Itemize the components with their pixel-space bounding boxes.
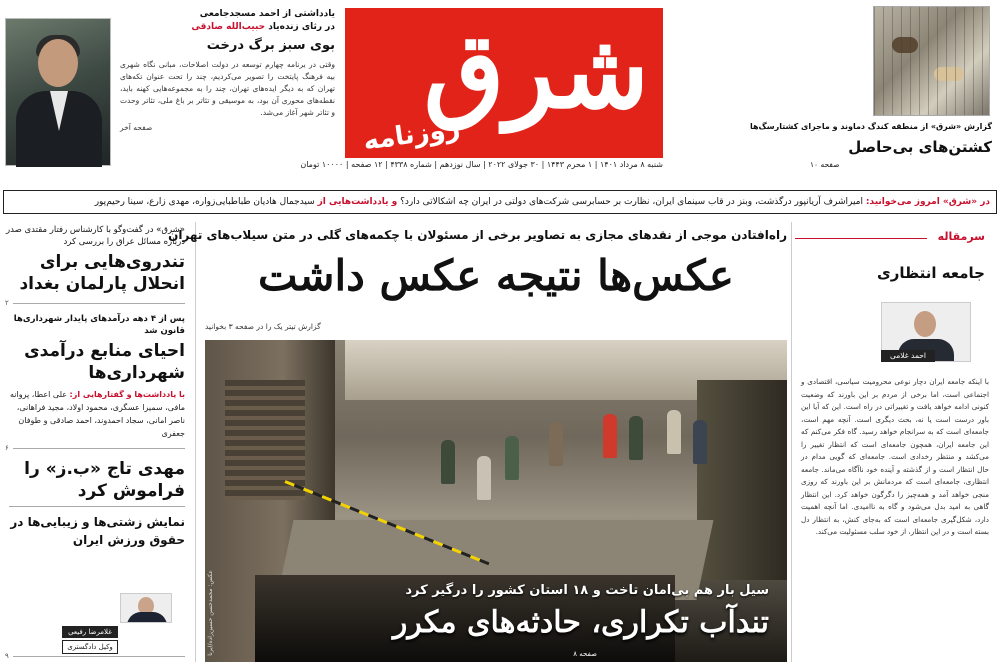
main-caption: گزارش تیتر یک را در صفحه ۳ بخوانید <box>205 322 321 331</box>
item4-page-num: ۹ <box>5 652 9 660</box>
item2-title[interactable]: احیای منابع درآمدی شهرداری‌ها <box>24 341 185 383</box>
photo-credit: عکس: محمدحسن حسین‌زاده/ایرنا <box>207 570 214 656</box>
teaser-kicker-prefix: در رثای زنده‌یاد <box>268 22 335 32</box>
flood-photo <box>205 340 787 662</box>
photo-page-ref: صفحه ۸ <box>573 650 597 658</box>
right-teaser-page-ref: صفحه ۱۰ <box>810 160 840 169</box>
editorial-body: با اینکه جامعه ایران دچار نوعی محرومیت سیاسی، اقتصادی و اجتماعی است، اما برخی از مردم بر این باورند که وضعیت کنونی ادامه خواهد یافت و تغییراتی در راه است. این که آیا این باور درست است یا نه، بحث دیگری است. آنچه مهم است، جامعه‌ای است که به سرانجام خواهد رسید. گاه فکر می‌کنم که این جامعه ایران، همچون جامعه‌ای است که انتظار تغییر را می‌کشد و منتظر رخدادی است. جامعه‌ای که گویی مدام در حال انتظار است و از گذشته و آینده خود ناآگاه می‌ماند. جامعه انتظاری، جامعه‌ای است که مردمانش بر این باورند که روزی منجی خواهد آمد و همه‌چیز را دگرگون خواهد کرد. این انتظار گاهی به امید بدل می‌شود و گاه به ناامیدی. اما آنچه اهمیت دارد، شکل‌گیری جامعه‌ای است که به‌جای کنش، به انتظار دل بسته است و در این انتظار، از خود سلب مسئولیت می‌کند. <box>801 377 989 536</box>
teaser-title[interactable]: بوی سبز برگ درخت <box>206 38 335 53</box>
author-portrait-small <box>120 593 172 623</box>
banner-text: امیراشرف آریانپور درگذشت، وبنز در قاب سینمای ایران، نظارت بر حسابرسی شرکت‌های دولتی در ایران چه اشکالاتی دارد؟ <box>397 197 864 207</box>
dateline: شنبه ۸ مرداد ۱۴۰۱ | ۱ محرم ۱۴۴۳ | ۳۰ جولای ۲۰۲۲ | سال نوزدهم | شماره ۴۳۳۸ | ۱۲ صفحه | ۱۰۰۰۰ تومان <box>300 160 663 169</box>
item2-kicker: پس از ۴ دهه درآمدهای پایدار شهرداری‌ها قانون شد <box>13 314 185 336</box>
column-divider <box>195 222 196 662</box>
banner-lead-2: و یادداشت‌هایی از <box>317 197 398 207</box>
main-kicker: راه‌افتادن موجی از نقدهای مجازی به تصاویر برخی از مسئولان با چکمه‌های گلی در متن سیلاب‌های تهران <box>168 228 787 242</box>
editorial-author-name: احمد غلامی <box>881 350 935 362</box>
teaser-body: وقتی در برنامه چهارم توسعه در دولت اصلاحات، مبانی نگاه شهری بیه فرهنگ پایتخت را تصویر می‌کردیم، چند را تحت عنوان تکه‌های تهران که به دیگر ایده‌های تهران، چند را به مجموعه‌هایی کهنه باید، نقطه‌های محوری آن بود، به موسیقی و تئاتر بر باغ ملی، تئاتر وحدت و تئاتر شهر آغاز می‌شد. <box>120 60 335 117</box>
photo-title[interactable]: تندآب تکراری، حادثه‌های مکرر <box>392 605 769 640</box>
item2-page-num: ۶ <box>5 444 9 452</box>
author-name-tag: غلامرضا رفیعی <box>62 626 118 638</box>
main-headline[interactable]: عکس‌ها نتیجه عکس داشت <box>258 251 734 300</box>
banner-text-2: سیدجمال هادیان طباطبایی‌زواره، مهدی زارع، سینا رحیم‌پور <box>94 197 315 207</box>
dogs-photo <box>873 6 990 116</box>
teaser-kicker-name: حبیب‌الله صادقی <box>191 22 266 32</box>
teaser-page-ref: صفحه آخر <box>120 123 153 132</box>
author-role-tag: وکیل دادگستری <box>62 640 118 654</box>
item3-title[interactable]: مهدی تاج «ب.ز» را فراموش کرد <box>24 459 185 501</box>
masthead-logo <box>345 8 663 158</box>
header-left-teaser[interactable] <box>5 8 335 180</box>
photo-kicker: سیل بار هم بی‌امان تاخت و ۱۸ استان کشور را درگیر کرد <box>405 583 769 598</box>
newspaper-sub: روزنامه <box>361 113 463 157</box>
editorial-column <box>795 222 995 662</box>
item4-title[interactable]: نمایش زشتی‌ها و زیبایی‌ها در حقوق ورزش ایران <box>10 515 185 547</box>
right-teaser-title[interactable]: کشتن‌های بی‌حاصل <box>848 138 992 156</box>
today-contents-banner <box>3 190 997 214</box>
editorial-label: سرمقاله <box>937 230 985 243</box>
editorial-title[interactable]: جامعه انتظاری <box>876 264 985 282</box>
item2-names-lead: با یادداشت‌ها و گفتارهایی از: <box>69 390 185 399</box>
main-story <box>168 222 787 662</box>
item1-title[interactable]: تندروی‌هایی برای انحلال پارلمان بغداد <box>19 252 185 294</box>
item2-names: علی اعطا، پروانه مافی، سمیرا عسگری، محمود اولاد، مجید فراهانی، ناصر امانی، سجاد احمدوند، احمد صادقی و طوفان جعفری <box>10 390 185 438</box>
column-divider <box>791 222 792 662</box>
editorial-rule <box>795 238 927 239</box>
header-right-teaser[interactable] <box>749 6 992 176</box>
item1-kicker: «شرق» در گفت‌وگو با کارشناس رفتار مقتدی صدر درباره مسائل عراق را بررسی کرد <box>6 225 185 247</box>
banner-lead: در «شرق» امروز می‌خوانید: <box>865 197 990 207</box>
teaser-kicker: یادداشتی از احمد مسجدجامعی <box>199 9 335 19</box>
right-teaser-kicker: گزارش «شرق» از منطقه کندگ دماوند و ماجرای کشتارسگ‌ها <box>749 122 992 131</box>
item1-page-num: ۲ <box>5 299 9 307</box>
newspaper-name: شرق <box>423 9 649 132</box>
author-portrait <box>5 18 111 166</box>
